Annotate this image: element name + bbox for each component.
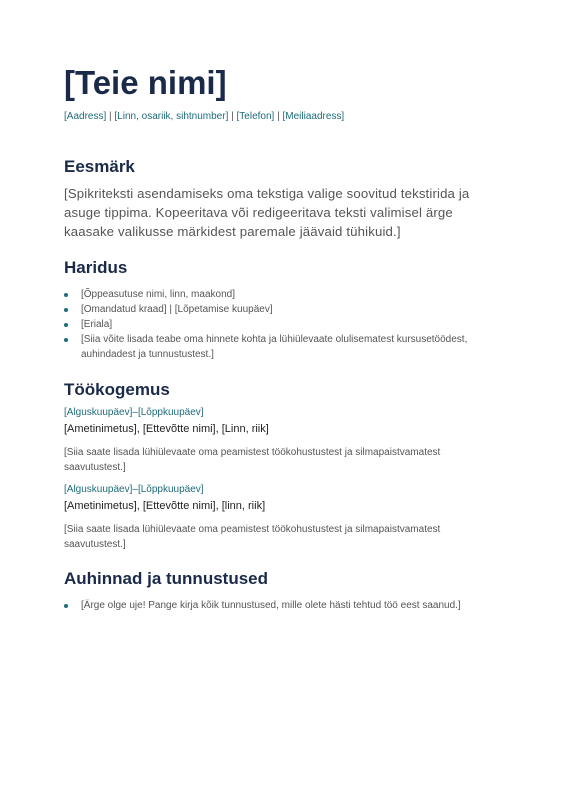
experience-heading: Töökogemus bbox=[64, 380, 170, 399]
resume-page bbox=[64, 64, 504, 613]
job-title[interactable]: [Ametinimetus], [Ettevõtte nimi], [linn, riik] bbox=[64, 500, 266, 512]
contact-separator: | bbox=[274, 111, 283, 122]
education-item[interactable]: [Omandatud kraad] | [Lõpetamise kuupäev] bbox=[64, 302, 504, 317]
contact-separator: | bbox=[228, 111, 237, 122]
bullet-icon bbox=[64, 293, 68, 297]
address-field[interactable]: [Aadress] bbox=[64, 111, 107, 122]
job-description[interactable]: [Siia saate lisada lühiülevaate oma peamistest töökohustustest ja silmapaistvamatest saavutustest.] bbox=[64, 524, 441, 550]
objective-text[interactable]: [Spikriteksti asendamiseks oma tekstiga valige soovitud tekstirida ja asuge tippima. Kopeeritava või redigeeritava teksti valimisel ärge kaasake valikusse märkidest paremale jäävaid tühikuid.] bbox=[64, 186, 470, 239]
phone-field[interactable]: [Telefon] bbox=[236, 111, 275, 122]
bullet-icon bbox=[64, 323, 68, 327]
job-description[interactable]: [Siia saate lisada lühiülevaate oma peamistest töökohustustest ja silmapaistvamatest saavutustest.] bbox=[64, 447, 441, 473]
education-item[interactable]: [Õppeasutuse nimi, linn, maakond] bbox=[64, 287, 504, 302]
awards-list bbox=[64, 598, 504, 613]
bullet-icon bbox=[64, 308, 68, 312]
bullet-icon bbox=[64, 604, 68, 608]
city-field[interactable]: [Linn, osariik, sihtnumber] bbox=[114, 111, 229, 122]
resume-name[interactable]: [Teie nimi] bbox=[64, 64, 227, 101]
contact-separator: | bbox=[106, 111, 115, 122]
contact-line bbox=[64, 110, 504, 123]
email-field[interactable]: [Meiliaadress] bbox=[282, 111, 345, 122]
education-heading: Haridus bbox=[64, 258, 128, 277]
job-dates[interactable]: [Alguskuupäev]–[Lõppkuupäev] bbox=[64, 407, 204, 418]
awards-heading: Auhinnad ja tunnustused bbox=[64, 569, 268, 588]
bullet-icon bbox=[64, 338, 68, 342]
education-item[interactable]: [Siia võite lisada teabe oma hinnete kohta ja lühiülevaate olulisematest kursusetöödest, auhindadest ja tunnustustest.] bbox=[64, 332, 504, 362]
objective-heading: Eesmärk bbox=[64, 157, 135, 176]
awards-item[interactable]: [Ärge olge uje! Pange kirja kõik tunnustused, mille olete hästi tehtud töö eest saanud.] bbox=[64, 598, 504, 613]
education-item[interactable]: [Eriala] bbox=[64, 317, 504, 332]
education-list bbox=[64, 287, 504, 362]
job-title[interactable]: [Ametinimetus], [Ettevõtte nimi], [Linn, riik] bbox=[64, 423, 269, 435]
job-dates[interactable]: [Alguskuupäev]–[Lõppkuupäev] bbox=[64, 484, 204, 495]
